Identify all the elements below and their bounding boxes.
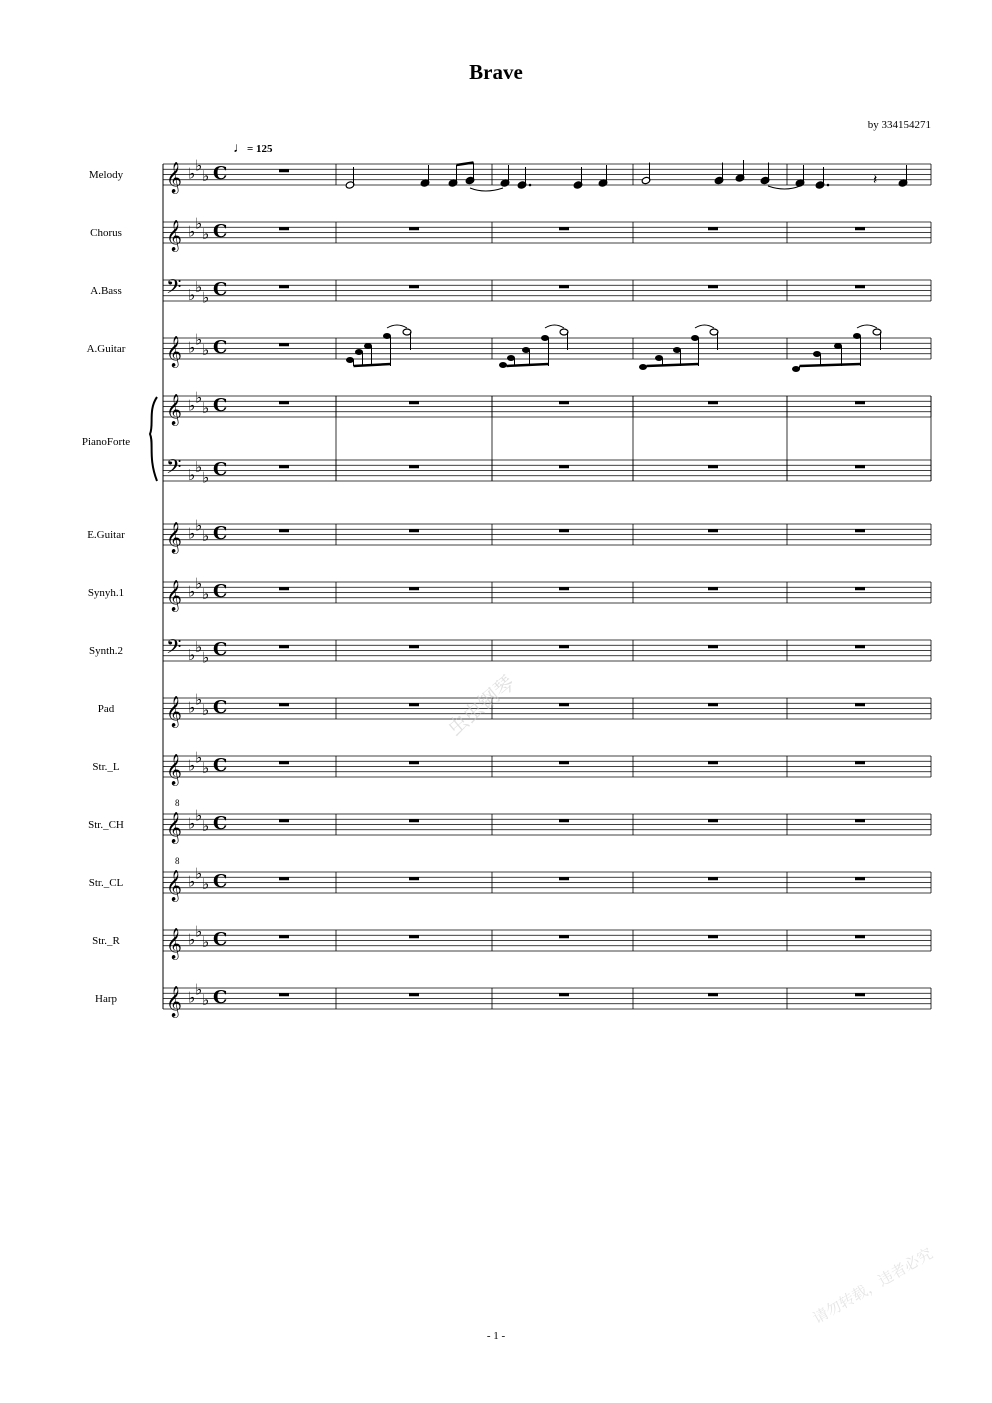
whole-rest — [855, 935, 865, 938]
octave-8-mark: 8 — [175, 856, 180, 866]
instrument-label-synth-2: Synth.2 — [89, 645, 123, 657]
instrument-label-chorus: Chorus — [90, 227, 122, 239]
flat-icon: ♭ — [202, 527, 210, 546]
flat-icon: ♭ — [195, 922, 203, 941]
whole-rest — [279, 465, 289, 468]
piano-brace-icon — [150, 397, 157, 481]
whole-rest — [409, 819, 419, 822]
flat-icon: ♭ — [202, 759, 210, 778]
note-head — [522, 347, 530, 353]
treble-clef-icon: 𝄞 — [166, 522, 182, 553]
note-head — [507, 355, 515, 361]
whole-rest — [708, 703, 718, 706]
flat-icon: ♭ — [188, 872, 196, 891]
whole-rest — [559, 587, 569, 590]
dot — [529, 184, 532, 187]
flat-icon: ♭ — [188, 222, 196, 241]
whole-rest — [855, 645, 865, 648]
flat-icon: ♭ — [195, 388, 203, 407]
whole-rest — [708, 645, 718, 648]
instrument-label-str-cl: Str._CL — [88, 877, 124, 889]
whole-rest — [708, 587, 718, 590]
time-signature-c: C — [213, 395, 228, 416]
whole-rest — [409, 285, 419, 288]
time-signature-c: C — [213, 871, 228, 892]
time-signature-c: C — [213, 523, 228, 544]
treble-clef-icon: 𝄞 — [166, 220, 182, 251]
quarter-rest-icon: 𝄽 — [873, 173, 878, 188]
time-signature-c: C — [213, 337, 228, 358]
whole-rest — [708, 285, 718, 288]
flat-icon: ♭ — [195, 690, 203, 709]
time-signature-c: C — [213, 459, 228, 480]
score-title: Brave — [469, 60, 523, 84]
whole-rest — [279, 877, 289, 880]
bass-clef-icon: 𝄢 — [166, 275, 182, 303]
whole-rest — [559, 465, 569, 468]
whole-rest — [855, 529, 865, 532]
note-head — [655, 355, 663, 361]
flat-icon: ♭ — [202, 585, 210, 604]
time-signature-c: C — [213, 929, 228, 950]
tie — [387, 325, 407, 328]
note-head — [853, 333, 861, 339]
whole-rest — [279, 761, 289, 764]
whole-rest — [279, 645, 289, 648]
flat-icon: ♭ — [202, 167, 210, 186]
whole-rest — [409, 993, 419, 996]
flat-icon: ♭ — [195, 748, 203, 767]
flat-icon: ♭ — [195, 156, 203, 175]
treble-clef-icon: 𝄞 — [166, 580, 182, 611]
whole-rest — [559, 285, 569, 288]
bass-clef-icon: 𝄢 — [166, 635, 182, 663]
whole-rest — [855, 993, 865, 996]
treble-clef-icon: 𝄞 — [166, 162, 182, 193]
watermark-center: 虫虫钢琴 — [442, 670, 520, 741]
whole-rest — [708, 465, 718, 468]
whole-rest — [855, 465, 865, 468]
time-signature-c: C — [213, 813, 228, 834]
treble-clef-icon: 𝄞 — [166, 394, 182, 425]
beam — [457, 163, 474, 166]
flat-icon: ♭ — [188, 930, 196, 949]
note-head — [541, 335, 549, 341]
note-head — [813, 351, 821, 357]
flat-icon: ♭ — [188, 582, 196, 601]
note-head — [792, 366, 800, 372]
whole-rest — [708, 993, 718, 996]
whole-rest — [559, 935, 569, 938]
instrument-label-harp: Harp — [95, 993, 117, 1005]
whole-rest — [409, 227, 419, 230]
flat-icon: ♭ — [195, 330, 203, 349]
quarter-note-icon: ♩ — [233, 141, 247, 156]
whole-rest — [708, 819, 718, 822]
whole-rest — [409, 935, 419, 938]
flat-icon: ♭ — [202, 468, 210, 487]
whole-rest — [708, 877, 718, 880]
whole-rest — [708, 935, 718, 938]
note-head — [691, 335, 699, 341]
treble-clef-icon: 𝄞 — [166, 696, 182, 727]
half-note-head — [560, 329, 568, 335]
whole-rest — [279, 285, 289, 288]
half-note-head — [873, 329, 881, 335]
note-head — [673, 347, 681, 353]
instrument-label-str-l: Str._L — [92, 761, 120, 773]
whole-rest — [559, 993, 569, 996]
flat-icon: ♭ — [195, 574, 203, 593]
whole-rest — [855, 285, 865, 288]
whole-rest — [409, 703, 419, 706]
whole-rest — [409, 401, 419, 404]
tie — [545, 325, 564, 328]
instrument-label-str-ch: Str._CH — [88, 819, 124, 831]
flat-icon: ♭ — [188, 465, 196, 484]
flat-icon: ♭ — [195, 637, 203, 656]
watermark-corner: 请勿转载，违者必究 — [809, 1244, 936, 1328]
flat-icon: ♭ — [202, 341, 210, 360]
time-signature-c: C — [213, 697, 228, 718]
whole-rest — [855, 819, 865, 822]
time-signature-c: C — [213, 755, 228, 776]
whole-rest — [409, 465, 419, 468]
page-number: - 1 - — [486, 1330, 506, 1342]
bass-clef-icon: 𝄢 — [166, 455, 182, 483]
flat-icon: ♭ — [202, 701, 210, 720]
flat-icon: ♭ — [195, 980, 203, 999]
whole-rest — [855, 877, 865, 880]
composer-credit: by 334154271 — [867, 119, 931, 131]
treble-clef-icon: 𝄞 — [166, 986, 182, 1017]
whole-rest — [559, 761, 569, 764]
whole-rest — [409, 877, 419, 880]
whole-rest — [409, 587, 419, 590]
beam — [800, 364, 861, 366]
time-signature-c: C — [213, 221, 228, 242]
flat-icon: ♭ — [188, 164, 196, 183]
flat-icon: ♭ — [188, 814, 196, 833]
time-signature-c: C — [213, 163, 228, 184]
tie — [695, 325, 714, 328]
whole-rest — [559, 703, 569, 706]
flat-icon: ♭ — [195, 277, 203, 296]
whole-rest — [559, 819, 569, 822]
whole-rest — [279, 587, 289, 590]
whole-rest — [708, 401, 718, 404]
tie — [470, 188, 503, 191]
note-head — [383, 333, 391, 339]
note-head — [346, 357, 354, 363]
flat-icon: ♭ — [188, 338, 196, 357]
whole-rest — [708, 227, 718, 230]
flat-icon: ♭ — [202, 991, 210, 1010]
whole-rest — [559, 227, 569, 230]
note-head — [355, 349, 363, 355]
flat-icon: ♭ — [188, 285, 196, 304]
whole-rest — [855, 703, 865, 706]
whole-rest — [559, 645, 569, 648]
flat-icon: ♭ — [195, 864, 203, 883]
whole-rest — [559, 877, 569, 880]
whole-rest — [708, 529, 718, 532]
time-signature-c: C — [213, 639, 228, 660]
instrument-label-pad: Pad — [97, 703, 115, 715]
whole-rest — [855, 587, 865, 590]
tie — [857, 325, 877, 328]
flat-icon: ♭ — [188, 524, 196, 543]
whole-rest — [855, 227, 865, 230]
flat-icon: ♭ — [188, 396, 196, 415]
whole-rest — [409, 645, 419, 648]
beam — [647, 364, 699, 366]
instrument-label-pianoforte: PianoForte — [81, 436, 131, 448]
instrument-label-str-r: Str._R — [92, 935, 120, 947]
flat-icon: ♭ — [188, 698, 196, 717]
whole-rest — [409, 529, 419, 532]
treble-clef-icon: 𝄞 — [166, 870, 182, 901]
whole-rest — [279, 529, 289, 532]
whole-rest — [559, 529, 569, 532]
whole-rest — [279, 169, 289, 172]
dot — [827, 184, 830, 187]
whole-rest — [559, 401, 569, 404]
flat-icon: ♭ — [202, 817, 210, 836]
flat-icon: ♭ — [188, 645, 196, 664]
whole-rest — [279, 401, 289, 404]
flat-icon: ♭ — [202, 933, 210, 952]
whole-rest — [855, 401, 865, 404]
treble-clef-icon: 𝄞 — [166, 928, 182, 959]
whole-rest — [279, 935, 289, 938]
flat-icon: ♭ — [202, 648, 210, 667]
tie — [768, 186, 800, 189]
whole-rest — [279, 819, 289, 822]
flat-icon: ♭ — [202, 288, 210, 307]
instrument-label-e-guitar: E.Guitar — [87, 529, 125, 541]
tempo-value: = 125 — [247, 143, 273, 155]
flat-icon: ♭ — [195, 516, 203, 535]
flat-icon: ♭ — [188, 756, 196, 775]
note-head — [364, 343, 372, 349]
flat-icon: ♭ — [195, 457, 203, 476]
note-head — [499, 362, 507, 368]
beam — [507, 364, 549, 366]
treble-clef-icon: 𝄞 — [166, 754, 182, 785]
whole-rest — [409, 761, 419, 764]
instrument-label-synth-1: Synyh.1 — [87, 587, 125, 599]
flat-icon: ♭ — [195, 214, 203, 233]
time-signature-c: C — [213, 581, 228, 602]
treble-clef-icon: 𝄞 — [166, 812, 182, 843]
flat-icon: ♭ — [202, 399, 210, 418]
whole-rest — [708, 761, 718, 764]
half-note-head — [403, 329, 411, 335]
note-head — [639, 364, 647, 370]
whole-rest — [279, 343, 289, 346]
flat-icon: ♭ — [202, 225, 210, 244]
flat-icon: ♭ — [188, 988, 196, 1007]
beam — [354, 364, 391, 366]
instrument-label-melody: Melody — [88, 169, 124, 181]
whole-rest — [279, 703, 289, 706]
half-note-head — [710, 329, 718, 335]
time-signature-c: C — [213, 279, 228, 300]
time-signature-c: C — [213, 987, 228, 1008]
whole-rest — [279, 993, 289, 996]
flat-icon: ♭ — [202, 875, 210, 894]
octave-8-mark: 8 — [175, 798, 180, 808]
whole-rest — [855, 761, 865, 764]
treble-clef-icon: 𝄞 — [166, 336, 182, 367]
note-head — [834, 343, 842, 349]
flat-icon: ♭ — [195, 806, 203, 825]
instrument-label-a-guitar: A.Guitar — [86, 343, 126, 355]
instrument-label-a-bass: A.Bass — [90, 285, 122, 297]
whole-rest — [279, 227, 289, 230]
